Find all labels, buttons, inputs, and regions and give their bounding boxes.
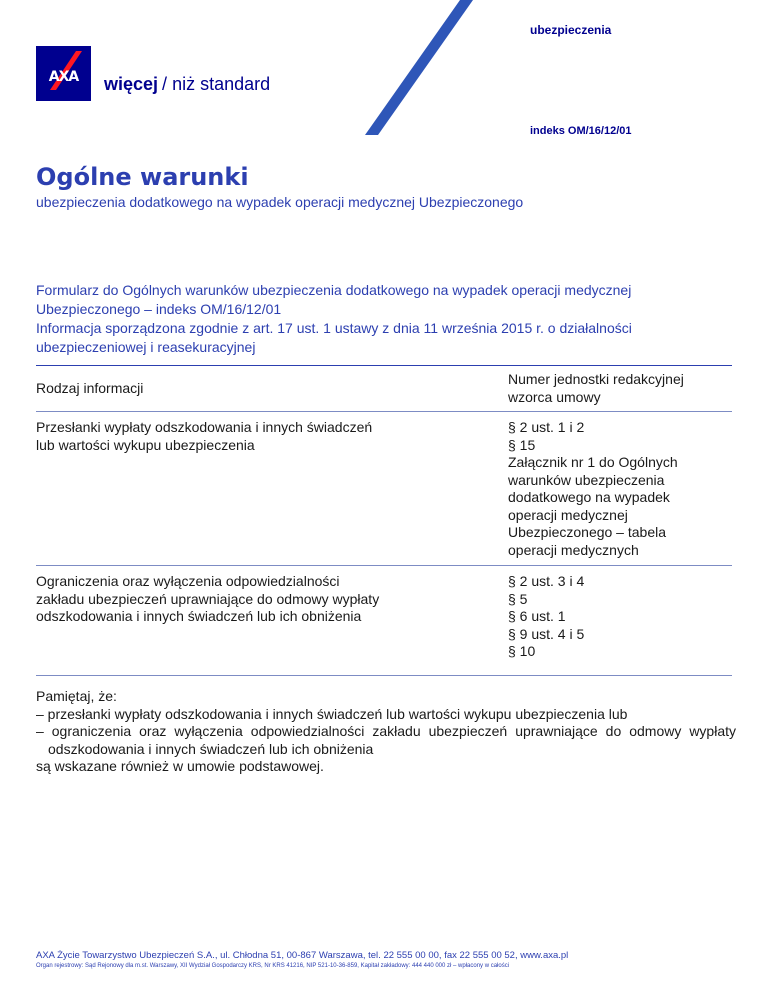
table-row-1-label — [36, 419, 431, 454]
row-ref: Załącznik nr 1 do Ogólnych — [508, 454, 678, 470]
footer-company-info: AXA Życie Towarzystwo Ubezpieczeń S.A., ul. Chłodna 51, 00-867 Warszawa, tel. 22 555 00 00, fax 22 555 00 52, www.axa.pl — [36, 950, 569, 961]
row-label-line: zakładu ubezpieczeń uprawniające do odmowy wypłaty — [36, 590, 380, 607]
table-top-rule — [36, 365, 732, 366]
header-diagonal-stripe — [0, 0, 768, 140]
row-ref: § 5 — [508, 590, 528, 607]
row-label-line: Przesłanki wypłaty odszkodowania i innych świadczeń — [36, 419, 373, 435]
intro-line: Informacja sporządzona zgodnie z art. 17 ust. 1 ustawy z dnia 11 września 2015 r. o działalności — [36, 320, 632, 336]
row-label-line: Ograniczenia oraz wyłączenia odpowiedzialności — [36, 573, 340, 589]
slogan-slash-icon: / — [162, 74, 168, 94]
intro-line: ubezpieczeniowej i reasekuracyjnej — [36, 339, 256, 355]
row-ref: dodatkowego na wypadek — [508, 489, 670, 505]
intro-line: Formularz do Ogólnych warunków ubezpieczenia dodatkowego na wypadek operacji medycznej — [36, 282, 632, 298]
row-label-line: lub wartości wykupu ubezpieczenia — [36, 436, 255, 453]
row-ref: § 6 ust. 1 — [508, 608, 566, 624]
row-ref: operacji medycznych — [508, 541, 639, 558]
row-ref: Ubezpieczonego – tabela — [508, 524, 667, 540]
note-item: – ograniczenia oraz wyłączenia odpowiedzialności zakładu ubezpieczeń uprawniające do odmowy wypłaty odszkodowania i innych świadczeń lub ich obniżenia — [36, 723, 736, 757]
document-subtitle: ubezpieczenia dodatkowego na wypadek operacji medycznej Ubezpieczonego — [36, 194, 524, 210]
note-closing: są wskazane również w umowie podstawowej. — [36, 758, 324, 774]
row-ref: warunków ubezpieczenia — [508, 471, 665, 488]
category-label: ubezpieczenia — [530, 23, 612, 37]
row-ref: § 2 ust. 1 i 2 — [508, 419, 585, 435]
intro-block — [36, 281, 736, 357]
table-header-col1: Rodzaj informacji — [36, 380, 144, 396]
table-row-2-label — [36, 573, 431, 626]
table-header-col2-line: wzorca umowy — [508, 388, 601, 405]
row-ref: § 10 — [508, 643, 536, 659]
note-heading: Pamiętaj, że: — [36, 688, 117, 704]
footer-registry-info: Organ rejestrowy: Sąd Rejonowy dla m.st. Warszawy, XII Wydział Gospodarczy KRS, Nr KRS 41216, NIP 521-10-36-859, Kapitał zakładowy: 444 440 000 zł – wpłacony w całości — [36, 963, 510, 969]
slogan-bold: więcej — [104, 74, 159, 94]
logo-text: AXA — [48, 68, 79, 85]
row-ref: § 9 ust. 4 i 5 — [508, 625, 585, 642]
axa-logo — [36, 46, 91, 101]
note-item: – przesłanki wypłaty odszkodowania i innych świadczeń lub wartości wykupu ubezpieczenia lub — [36, 705, 628, 722]
intro-line: Ubezpieczonego – indeks OM/16/12/01 — [36, 301, 282, 317]
table-row-2-refs — [508, 573, 733, 661]
table-bottom-rule — [36, 675, 732, 676]
table-header-col2-line: Numer jednostki redakcyjnej — [508, 371, 684, 387]
row-label-line: odszkodowania i innych świadczeń lub ich obniżenia — [36, 608, 362, 624]
table-row-1-refs — [508, 419, 733, 559]
table-header-rule — [36, 411, 732, 412]
row-ref: § 15 — [508, 436, 536, 453]
slogan — [104, 74, 270, 95]
table-header-col2 — [508, 371, 733, 406]
row-ref: operacji medycznej — [508, 506, 628, 523]
index-label: indeks OM/16/12/01 — [530, 125, 632, 137]
document-title: Ogólne warunki — [36, 163, 249, 191]
table-row-rule — [36, 565, 732, 566]
row-ref: § 2 ust. 3 i 4 — [508, 573, 585, 589]
reminder-note — [36, 688, 736, 776]
slogan-rest: niż standard — [172, 74, 271, 94]
